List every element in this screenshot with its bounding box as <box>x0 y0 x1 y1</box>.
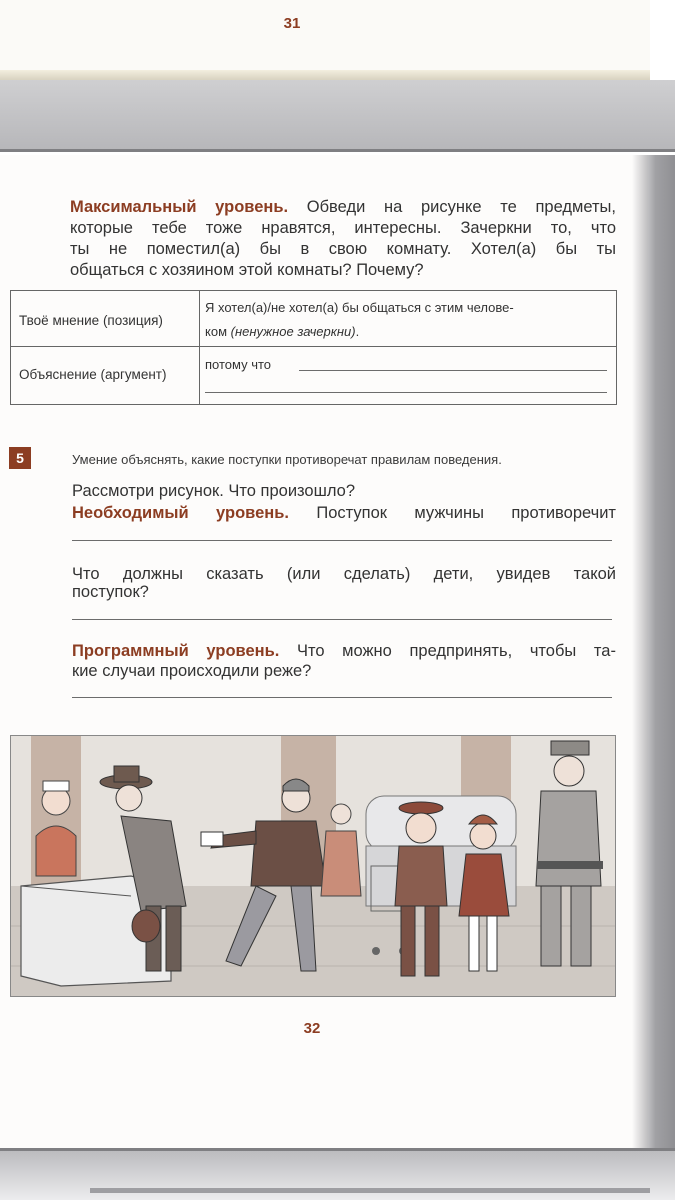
previous-page-edge <box>0 70 650 80</box>
max-level-line-2: которые тебе тоже нравятся, интересны. Зачеркни то, что <box>70 219 616 237</box>
required-level-line <box>72 503 616 524</box>
opinion-table <box>10 290 617 405</box>
max-level-line-1 <box>70 197 616 218</box>
table-row1-text-plain: ком <box>205 324 228 339</box>
table-row2-text: потому что <box>205 357 272 372</box>
program-level-text: Что можно предпринять, чтобы та- <box>296 642 616 660</box>
table-row1-label: Твоё мнение (позиция) <box>19 313 163 328</box>
illustration-drawing <box>11 736 616 997</box>
page-number-bottom: 32 <box>303 1020 321 1037</box>
page-number-top: 31 <box>283 15 301 32</box>
max-level-line1-text: Обведи на рисунке те предметы, <box>306 198 616 216</box>
page-shadow <box>632 155 675 1148</box>
program-level-label: Программный уровень. <box>72 642 280 660</box>
max-level-line-4: общаться с хозяином этой комнаты? Почему? <box>70 261 424 279</box>
answer-line[interactable] <box>72 697 612 698</box>
task-number-badge: 5 <box>9 447 31 469</box>
answer-line[interactable] <box>72 619 612 620</box>
answer-line[interactable] <box>72 540 612 541</box>
table-column-divider <box>199 291 200 404</box>
table-row1-text-end: . <box>355 324 360 339</box>
children-question-line-2: поступок? <box>72 583 149 601</box>
table-row-divider <box>11 346 616 347</box>
program-level-line-2: кие случаи происходили реже? <box>72 662 312 680</box>
answer-line[interactable] <box>299 370 607 371</box>
required-level-label: Необходимый уровень. <box>72 504 289 522</box>
table-row1-text-line1: Я хотел(а)/не хотел(а) бы общаться с этим челове- <box>205 300 514 315</box>
required-level-text: Поступок мужчины противоречит <box>316 504 616 522</box>
table-row1-text-line2 <box>205 324 359 339</box>
max-level-label: Максимальный уровень. <box>70 198 289 216</box>
table-row2-label: Объяснение (аргумент) <box>19 367 167 382</box>
max-level-line-3: ты не поместил(а) бы в свою комнату. Хотел(а) бы ты <box>70 240 616 258</box>
previous-page-strip <box>0 0 650 80</box>
gap-top <box>0 80 675 152</box>
children-question-line-1: Что должны сказать (или сделать) дети, увидев такой <box>72 565 616 583</box>
shop-scene-illustration <box>10 735 616 997</box>
task5-skill: Умение объяснять, какие поступки противоречат правилам поведения. <box>72 452 502 467</box>
program-level-line-1 <box>72 641 616 662</box>
task5-prompt: Рассмотри рисунок. Что произошло? <box>72 482 355 500</box>
table-row1-text-italic: (ненужное зачеркни) <box>230 324 356 339</box>
next-page-edge <box>90 1188 650 1193</box>
answer-line[interactable] <box>205 392 607 393</box>
gap-bottom <box>0 1148 675 1200</box>
